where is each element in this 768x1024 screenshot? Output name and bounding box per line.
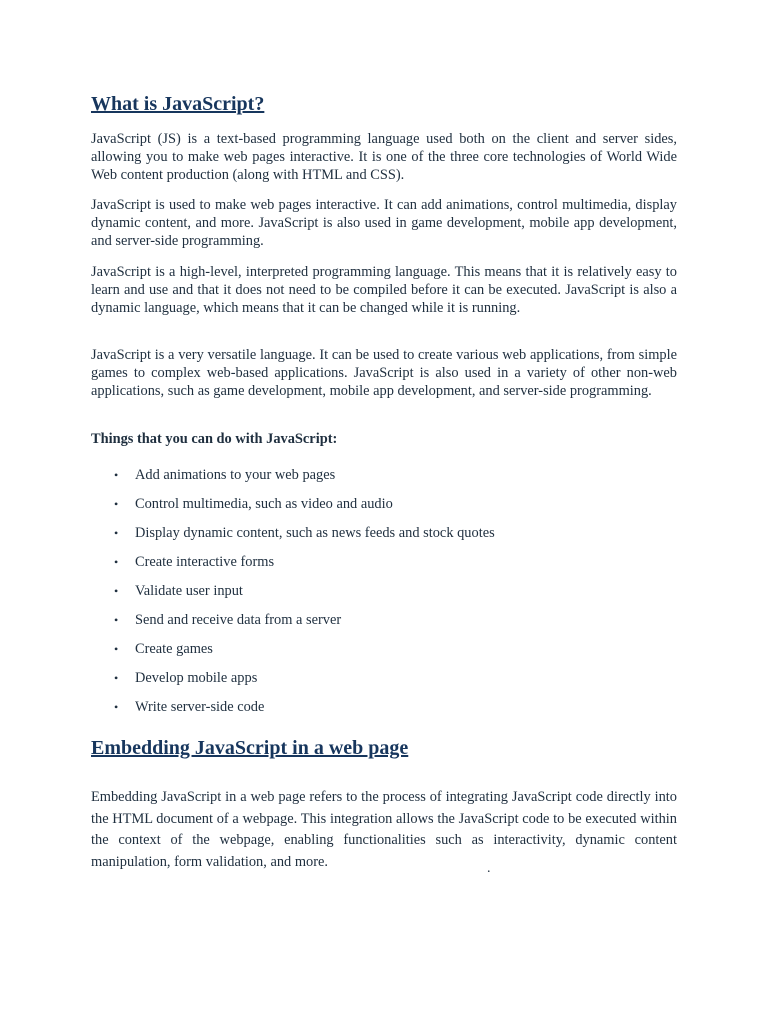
list-item xyxy=(91,697,677,717)
paragraph-versatile: JavaScript is a very versatile language. It can be used to create various web applications, from simple games to complex web-based applications. JavaScript is also used in a variety of other non-web applications, such as game development, mobile app development, and server-side programming. xyxy=(91,347,677,399)
heading-what-is-javascript: What is JavaScript? xyxy=(91,93,265,115)
trailing-mark: . xyxy=(487,861,491,876)
list-heading: Things that you can do with JavaScript: xyxy=(91,431,338,447)
bullet-icon: • xyxy=(114,468,119,482)
bullet-icon: • xyxy=(114,613,119,627)
heading-embedding-javascript: Embedding JavaScript in a web page xyxy=(91,737,409,759)
bullet-icon: • xyxy=(114,555,119,569)
paragraph-uses: JavaScript is used to make web pages interactive. It can add animations, control multimedia, display dynamic content, and more. JavaScript is also used in game development, mobile app development, and server-side programming. xyxy=(91,197,677,249)
bullet-icon: • xyxy=(114,642,119,656)
list-item-text: Create games xyxy=(135,641,213,657)
list-item xyxy=(91,494,677,514)
list-item-text: Add animations to your web pages xyxy=(135,467,336,483)
list-item-text: Send and receive data from a server xyxy=(135,612,342,628)
list-item-text: Develop mobile apps xyxy=(135,670,258,686)
list-item-text: Write server-side code xyxy=(135,699,265,715)
list-item xyxy=(91,465,677,485)
bullet-icon: • xyxy=(114,700,119,714)
bullet-icon: • xyxy=(114,526,119,540)
list-item xyxy=(91,552,677,572)
list-item xyxy=(91,639,677,659)
list-item xyxy=(91,581,677,601)
bullet-icon: • xyxy=(114,671,119,685)
paragraph-high-level: JavaScript is a high-level, interpreted programming language. This means that it is relatively easy to learn and use and that it does not need to be compiled before it can be executed. JavaScript is also a dynamic language, which means that it can be changed while it is running. xyxy=(91,264,677,316)
list-item-text: Control multimedia, such as video and audio xyxy=(135,496,393,512)
paragraph-embedding: Embedding JavaScript in a web page refers to the process of integrating JavaScript code directly into the HTML document of a webpage. This integration allows the JavaScript code to be executed within the context of the webpage, enabling functionalities such as interactivity, dynamic content manipulation, form validation, and more. xyxy=(91,789,677,870)
list-item-text: Validate user input xyxy=(135,583,243,599)
list-item-text: Display dynamic content, such as news feeds and stock quotes xyxy=(135,525,495,541)
list-item xyxy=(91,610,677,630)
list-item-text: Create interactive forms xyxy=(135,554,275,570)
list-item xyxy=(91,668,677,688)
bullet-icon: • xyxy=(114,497,119,511)
paragraph-intro: JavaScript (JS) is a text-based programming language used both on the client and server sides, allowing you to make web pages interactive. It is one of the three core technologies of World Wide Web content production (along with HTML and CSS). xyxy=(91,131,677,183)
bullet-icon: • xyxy=(114,584,119,598)
list-item xyxy=(91,523,677,543)
